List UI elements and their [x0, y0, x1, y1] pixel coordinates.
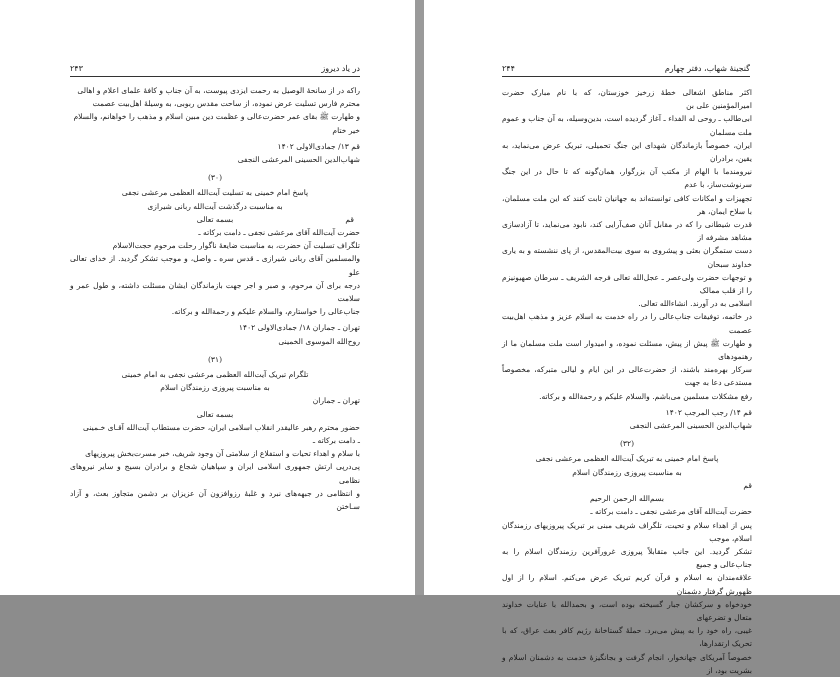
text-line: و طهارت ﷺ پیش از پیش، مسئلت نموده، و امیدوار است ملت مسلمان ما از رهنمودهای: [502, 338, 752, 362]
text-line: رفع مشکلات مسلمین می‌باشم. والسلام علیکم و رحمةالله و برکاته.: [539, 391, 752, 401]
text-line: پس از اهداء سلام و تحیت، تلگراف شریف مبنی بر تبریک پیروزیهای رزمندگان اسلام، موجب: [502, 520, 752, 543]
letter-signature: روح‌الله الموسوی الخمینی: [278, 336, 360, 346]
page-header: [502, 62, 750, 77]
addressee: حضرت آیت‌الله آقای مرعشی نجفی ـ دامت برکاته ـ: [590, 507, 752, 517]
page-243: [0, 0, 415, 595]
place-qum: قم: [743, 480, 752, 490]
document-subtitle: به مناسبت پیروزی رزمندگان اسلام: [160, 383, 270, 393]
text-line: علاقه‌مندان به اسلام و قرآن کریم تبریک عرض می‌کنم. اسلام را از اول ظهورش گرفتار دشمنان: [502, 573, 752, 596]
letter-signature: شهاب‌الدین الحسینی المرعشی النجفی: [237, 155, 360, 165]
letter-date: قم ۱۳/ جمادی‌الاولی ۱۴۰۲: [277, 141, 360, 151]
invocation: بسمه تعالی: [196, 214, 234, 224]
page-number: ۲۴۴: [502, 64, 515, 73]
running-title: گنجینهٔ شهاب، دفتر چهارم: [664, 64, 750, 73]
text-line: با سلام و اهداء تحیات و استفلاع از سلامتی آن وجود شریف، خبر مسرت‌بخش پیروزیهای: [85, 449, 360, 459]
text-line: پی‌درپی ارتش جمهوری اسلامی ایران و سپاهیان شجاع و برادران بسیج و سایر نیروهای نظامی: [70, 462, 360, 485]
letter-date: تهران ـ جماران ۱۸/ جمادی‌الاولی ۱۴۰۲: [238, 323, 360, 333]
document-subtitle: به مناسبت درگذشت آیت‌الله ربانی شیرازی: [147, 201, 283, 211]
text-line: و طهارت ﷺ بقای عمر حضرت‌عالی و عظمت دین مبین اسلام و مذهب را خواهانم، والسلام: [73, 112, 360, 122]
page-body: [70, 84, 360, 513]
text-line: قدرت شیطانی را که در مقابل آنان صف‌آرایی کند، نابود می‌نماید، تا آزادسازی مشاهد مشرفه از: [502, 220, 752, 243]
text-line: درجه برای آن مرحوم، و صبر و اجر جهت بازماندگان ایشان مسئلت داشته، و طول عمر و سلامت: [70, 280, 360, 304]
page-number: ۲۴۳: [70, 64, 83, 73]
addressee: حضرت آیت‌الله آقای مرعشی نجفی ـ دامت برکاته ـ: [198, 228, 360, 238]
document-number: (۳۲): [619, 439, 635, 449]
document-number: (۳۱): [207, 354, 223, 364]
place-tehran: تهران ـ جماران: [312, 396, 360, 406]
page-body: [502, 86, 752, 677]
addressee: حضور محترم رهبر عالیقدر انقلاب اسلامی ایران، حضرت مستطاب آیت‌الله آقـای خـمینی: [83, 422, 360, 432]
text-line: خودخواه و سرکشان جبار گسیخته بوده است، و بحمدالله با عنایات خداوند متعال و تضرعهای: [502, 599, 752, 622]
text-line: اکثر مناطق اشغالی خطهٔ زرخیز خوزستان، که با نام مبارک حضرت امیرالمؤمنین علی بن: [502, 88, 752, 111]
page-244: [424, 0, 840, 675]
text-line: خیر ختام: [332, 125, 360, 135]
text-line: غیبی، راه خود را به پیش می‌برد. حملهٔ گستاخانهٔ رژیم کافر بعث عراق، که با تحریک ارتقدارها،: [502, 626, 752, 649]
letter-date: قم ۱۴/ رجب المرجب ۱۴۰۲: [665, 407, 752, 417]
text-line: خصوصاً آمریکای جهانخوار، انجام گرفت و بجانگیزهٔ خدمت به دشمنان اسلام و بشریت بود، از: [502, 652, 752, 675]
addressee-tail: ـ دامت برکاته ـ: [312, 436, 360, 446]
running-title: در یاد دیروز: [321, 64, 360, 73]
text-line: دست ستمگران بعثی و پیشروی به سوی بیت‌المقدس، از پای ننشسته و به یاری خداوند سبحان: [502, 246, 752, 269]
page-gutter: [415, 0, 424, 595]
document-title: پاسخ امام خمینی به تسلیت آیت‌الله العظمی مرعشی نجفی: [121, 188, 309, 198]
text-line: تلگراف تسلیت آن حضرت، به مناسبت ضایعهٔ ناگوار رحلت مرحوم حجت‌الاسلام: [112, 241, 360, 251]
text-line: محترم فارس تسلیت عرض نموده، از ساحت مقدس ربوبی، به وسیلهٔ اهل‌بیت عصمت: [92, 99, 360, 109]
invocation: بسم‌الله الرحمن الرحیم: [590, 494, 664, 504]
document-subtitle: به مناسبت پیروزی رزمندگان اسلام: [572, 467, 682, 477]
text-line: سرکار بهره‌مند باشند، از حضرت‌عالی در این ایام و لیالی متبرکه، مخصوصاً مستدعی دعا به جهت: [502, 365, 752, 388]
letter-signature: شهاب‌الدین الحسینی المرعشی النجفی: [629, 421, 752, 431]
text-line: جناب‌عالی را خواستارم، والسلام علیکم و رحمةالله و برکاته.: [171, 307, 360, 317]
page-header: [70, 62, 360, 77]
text-line: راکه در از سانحهٔ الوصیل به رحمت ایزدی پیوست، به آن جناب و کافهٔ علمای اعلام و اهالی: [77, 86, 360, 95]
text-line: نیرومندما با الهام از مکتب آن بزرگوار، همان‌گونه که تا حال در این جنگ سرنوشت‌ساز، با عدم: [502, 167, 752, 190]
document-number: (۳۰): [207, 173, 223, 183]
text-line: والمسلمین آقای ربانی شیرازی ـ قدس سره ـ واصل، و موجب تشکر گردید. از خدای تعالی علو: [70, 254, 360, 277]
document-title: تلگرام تبریک آیت‌الله العظمی مرعشی نجفی به امام خمینی: [121, 370, 309, 380]
text-line: تجهیزات و امکانات کافی توانسته‌اند به جهانیان ثابت کنند که این ملت مسلمان، با سلاح ایمان، هر: [502, 193, 752, 216]
text-line: اسلامی به در آورند. انشاءالله تعالی.: [638, 299, 752, 309]
text-line: ایران، خصوصاً بازماندگان شهدای این جنگ تحمیلی، تبریک عرض می‌نماید، به یقین، برادران: [502, 140, 752, 164]
text-line: تشکر گردید. این جانب متقابلاً پیروزی غرورآفرین رزمندگان اسلام را به جناب‌عالی و جمیع: [502, 546, 752, 570]
text-line: ابی‌طالب ـ روحی له الفداء ـ آغاز گردیده است، بدین‌وسیله، به آن جناب و عموم ملت مسلمان: [502, 114, 752, 137]
place-qum: قم: [345, 214, 354, 224]
invocation: بسمه تعالی: [196, 409, 234, 419]
invocation-line: [70, 213, 360, 226]
text-line: و توجهات حضرت ولی‌عصر ـ عجل‌الله تعالی فرجه الشریف ـ سرطان صهیونیزم را از قلب ممالک: [502, 272, 752, 296]
document-title: پاسخ امام خمینی به تبریک آیت‌الله العظمی مرعشی نجفی: [535, 454, 719, 464]
text-line: در خاتمه، توفیقات جناب‌عالی را در راه خدمت به اسلام عزیز و مذهب اهل‌بیت عصمت: [502, 312, 752, 335]
text-line: و انتظامی در جبهه‌های نبرد و غلبهٔ رزوافزون آن عزیزان بر دشمن متجاوز بعث، و آزاد سـاختن: [70, 488, 360, 512]
